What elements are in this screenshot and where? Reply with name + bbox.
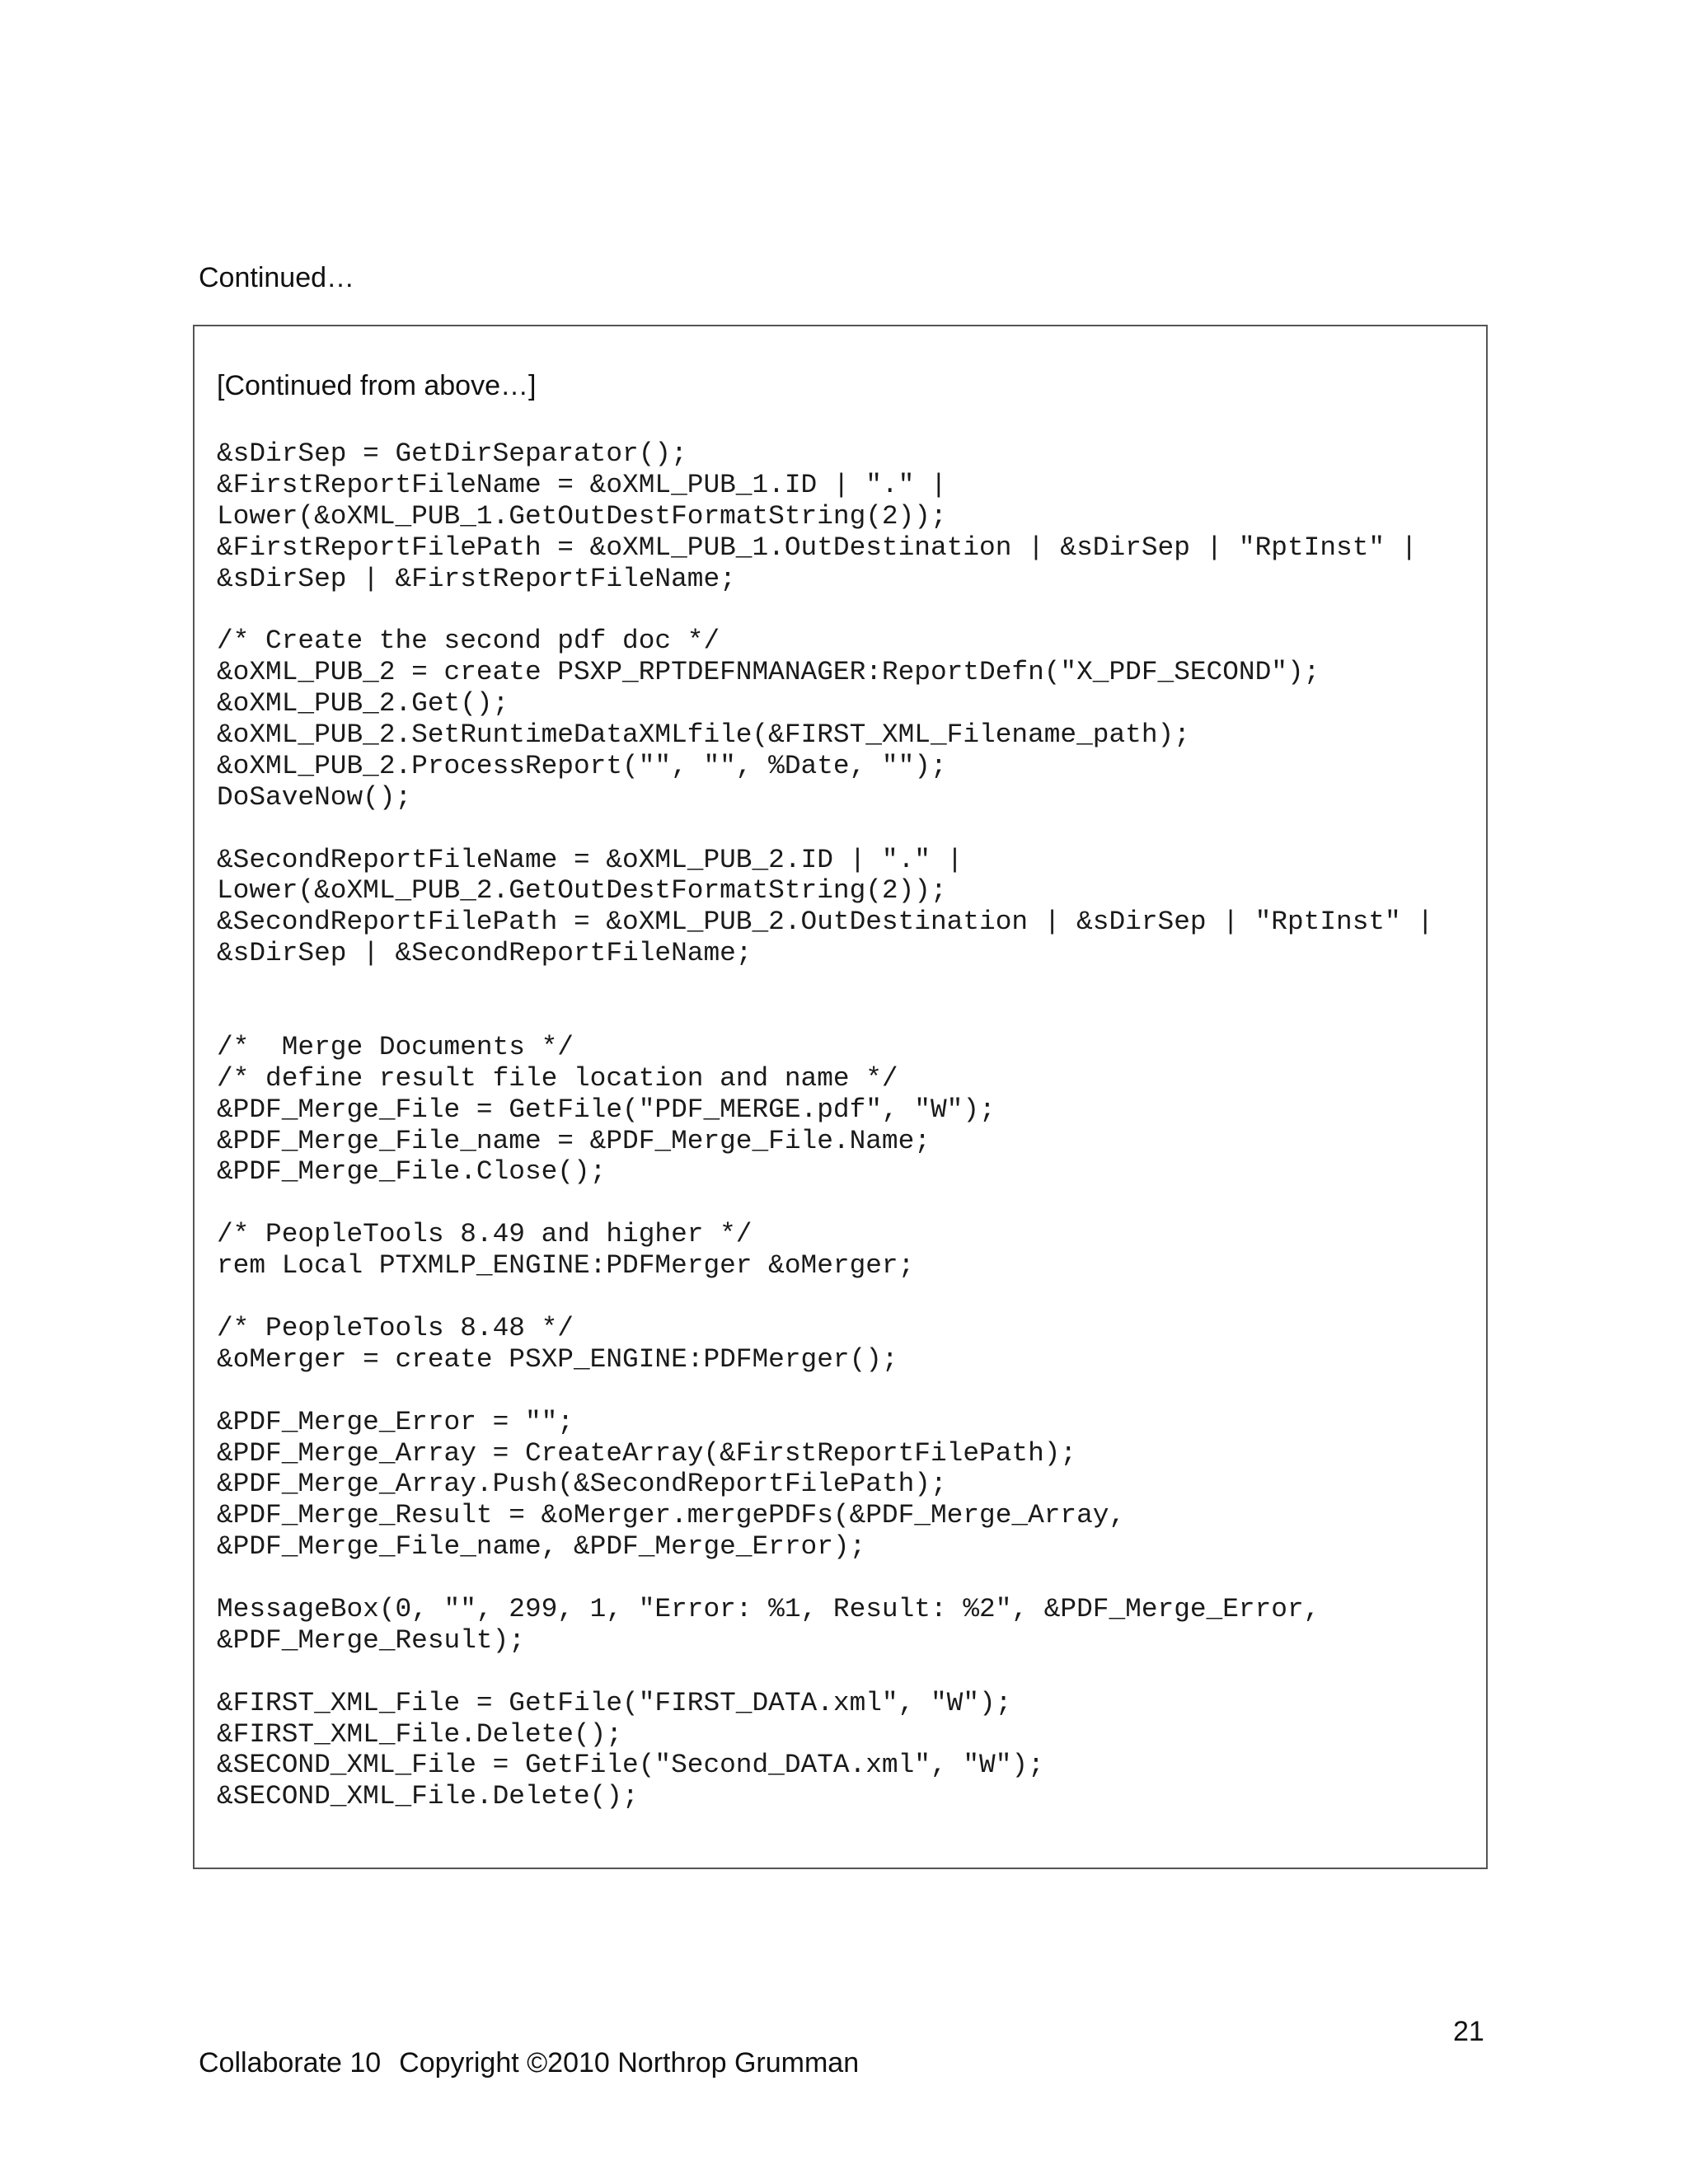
code-line (217, 969, 1433, 1001)
code-line: &SECOND_XML_File.Delete(); (217, 1781, 639, 1812)
code-line: &FIRST_XML_File = GetFile("FIRST_DATA.xml", "W"); (217, 1687, 1012, 1718)
code-line: rem Local PTXMLP_ENGINE:PDFMerger &oMerger; (217, 1250, 915, 1282)
code-line: &sDirSep | &FirstReportFileName; (217, 563, 736, 594)
code-line: DoSaveNow(); (217, 781, 412, 813)
code-line: &PDF_Merge_File = GetFile("PDF_MERGE.pdf", "W"); (217, 1094, 996, 1125)
code-line: &FirstReportFilePath = &oXML_PUB_1.OutDestination | &sDirSep | "RptInst" | (217, 532, 1418, 563)
code-box (193, 325, 1488, 1869)
code-line: &PDF_Merge_Array = CreateArray(&FirstReportFilePath); (217, 1437, 1077, 1469)
code-line: MessageBox(0, "", 299, 1, "Error: %1, Result: %2", &PDF_Merge_Error, (217, 1593, 1320, 1624)
code-line: &oMerger = create PSXP_ENGINE:PDFMerger(); (217, 1343, 898, 1375)
code-line: &PDF_Merge_File_name, &PDF_Merge_Error); (217, 1531, 866, 1563)
code-line: /* Merge Documents */ (217, 1031, 574, 1062)
box-intro-text: [Continued from above…] (217, 370, 537, 401)
code-line: &PDF_Merge_File_name = &PDF_Merge_File.Name; (217, 1125, 931, 1156)
code-line (217, 1657, 1433, 1688)
code-line (217, 1282, 1433, 1313)
code-line (217, 1188, 1433, 1219)
code-line: &sDirSep = GetDirSeparator(); (217, 438, 687, 469)
code-line: &oXML_PUB_2.Get(); (217, 688, 509, 719)
page-number: 21 (1453, 2016, 1484, 2047)
footer (199, 2043, 859, 2083)
code-block (217, 438, 1433, 1812)
code-line: &oXML_PUB_2.ProcessReport("", "", %Date, ""); (217, 750, 947, 781)
code-line: /* PeopleTools 8.48 */ (217, 1312, 574, 1343)
code-line: &PDF_Merge_Result = &oMerger.mergePDFs(&PDF_Merge_Array, (217, 1500, 1126, 1531)
code-line: /* Create the second pdf doc */ (217, 626, 720, 657)
code-line: &PDF_Merge_File.Close(); (217, 1156, 607, 1188)
code-line: /* PeopleTools 8.49 and higher */ (217, 1219, 753, 1250)
code-line (217, 1001, 1433, 1032)
code-line (217, 813, 1433, 845)
code-line: /* define result file location and name */ (217, 1062, 898, 1094)
code-line (217, 1563, 1433, 1594)
continued-heading: Continued… (199, 262, 355, 293)
code-line: &oXML_PUB_2 = create PSXP_RPTDEFNMANAGER:ReportDefn("X_PDF_SECOND"); (217, 657, 1320, 688)
code-line: &SecondReportFilePath = &oXML_PUB_2.OutDestination | &sDirSep | "RptInst" | (217, 907, 1434, 938)
footer-conference: Collaborate 10 (199, 2047, 382, 2079)
code-line (217, 1376, 1433, 1407)
code-line (217, 594, 1433, 626)
code-line: &SecondReportFileName = &oXML_PUB_2.ID | "." | (217, 844, 964, 875)
code-line: &PDF_Merge_Array.Push(&SecondReportFilePath); (217, 1469, 947, 1500)
code-line: &oXML_PUB_2.SetRuntimeDataXMLfile(&FIRST_XML_Filename_path); (217, 719, 1190, 751)
code-line: &PDF_Merge_Error = ""; (217, 1406, 574, 1437)
code-line: &sDirSep | &SecondReportFileName; (217, 938, 753, 969)
code-line: &FIRST_XML_File.Delete(); (217, 1718, 623, 1750)
code-line: &FirstReportFileName = &oXML_PUB_1.ID | "." | (217, 469, 947, 500)
code-line: Lower(&oXML_PUB_1.GetOutDestFormatString(2)); (217, 500, 947, 532)
code-line: &PDF_Merge_Result); (217, 1624, 525, 1656)
code-line: &SECOND_XML_File = GetFile("Second_DATA.xml", "W"); (217, 1750, 1044, 1781)
footer-copyright: Copyright ©2010 Northrop Grumman (399, 2047, 860, 2079)
code-line: Lower(&oXML_PUB_2.GetOutDestFormatString(2)); (217, 875, 947, 907)
